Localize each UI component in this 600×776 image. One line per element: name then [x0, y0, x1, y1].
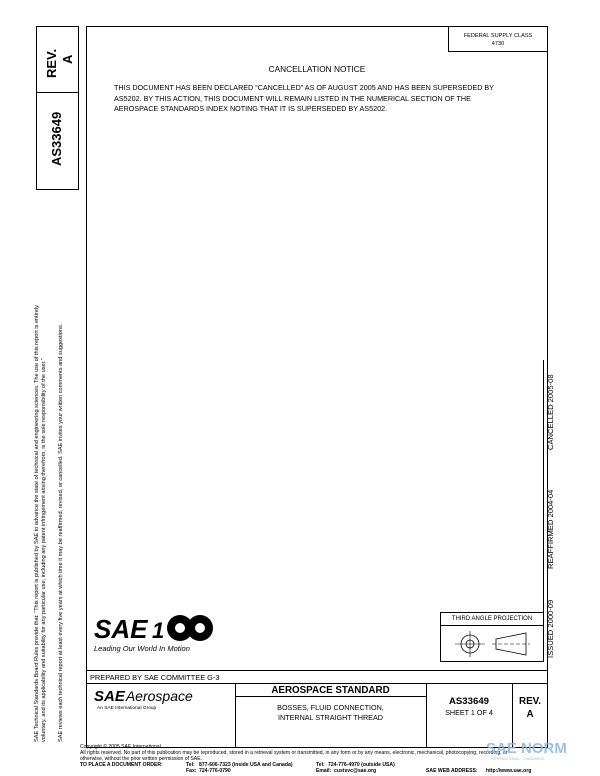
svg-text:1: 1: [152, 618, 165, 643]
sae-aerospace-brand: SAE: [94, 688, 125, 705]
order-label: TO PLACE A DOCUMENT ORDER:: [80, 762, 163, 768]
web-address[interactable]: http://www.sae.org: [486, 768, 532, 774]
description-line1: BOSSES, FLUID CONNECTION,: [277, 703, 384, 712]
third-angle-projection-icon: [452, 628, 536, 660]
notice-title: CANCELLATION NOTICE: [268, 64, 366, 74]
sae-aerospace-logo: [94, 688, 193, 706]
logo-tagline: Leading Our World In Motion: [94, 644, 190, 653]
watermark-sub: INTERNATIONAL · STANDARDS: [491, 757, 545, 761]
projection-label: THIRD ANGLE PROJECTION: [451, 616, 533, 622]
copyright-line1: Copyright © 2005 SAE International: [80, 744, 161, 750]
footer-rev-label: REV.: [519, 696, 541, 707]
footer-doc-number: AS33649: [448, 696, 489, 707]
tel2: 724-776-4970 (outside USA): [328, 762, 395, 768]
side-note-line-1: SAE Technical Standards Board Rules provide that: “This report is published by SAE to advance the state of technical and engineering sciences. The use of this report is entirely: [34, 305, 40, 742]
side-note-line-2: voluntary, and its applicability and suitability for any particular use, including any patent infringement arising therefrom, is the sole responsibility of the user.”: [41, 358, 47, 742]
history-reaffirmed: REAFFIRMED 2004-04: [546, 489, 555, 569]
email[interactable]: custsvc@sae.org: [334, 768, 377, 774]
watermark-brand: SAE NORM: [486, 740, 567, 757]
web-label: SAE WEB ADDRESS:: [426, 768, 478, 774]
tel1: 877-606-7323 (inside USA and Canada): [199, 762, 293, 768]
standard-title: AEROSPACE STANDARD: [271, 685, 390, 696]
sae-aerospace-sub: An SAE International Group: [97, 706, 157, 711]
fsc-box: [448, 26, 548, 52]
footer-sheet: SHEET 1 OF 4: [445, 708, 493, 717]
description-line2: INTERNAL STRAIGHT THREAD: [278, 713, 383, 722]
fsc-line2: 4730: [491, 41, 505, 47]
history-issued: ISSUED 2000-09: [546, 599, 555, 658]
fax-label: Fax:: [186, 768, 197, 774]
side-note-line-4: SAE reviews each technical report at least every five years at which time it may be reaffirmed, revised, or cancelled. SAE invites your written comments and suggestions.: [58, 323, 64, 742]
left-doc-number: AS33649: [49, 111, 64, 166]
sae100-logo: [94, 612, 214, 644]
left-title-divider: [36, 92, 79, 93]
sae-aerospace-word: Aerospace: [125, 688, 193, 704]
left-rev-label: REV.: [44, 48, 59, 78]
prepared-by-rule: [86, 670, 548, 671]
history-cancelled: CANCELLED 2005-08: [546, 374, 555, 450]
prepared-by: PREPARED BY SAE COMMITTEE G-3: [90, 673, 220, 682]
email-label: Email:: [316, 768, 332, 774]
notice-line-1: THIS DOCUMENT HAS BEEN DECLARED “CANCELLED” AS OF AUGUST 2005 AND HAS BEEN SUPERSEDED BY: [114, 83, 494, 92]
left-rev-value: A: [60, 54, 75, 64]
projection-divider: [440, 625, 544, 626]
fsc-line1: FEDERAL SUPPLY CLASS: [463, 33, 533, 39]
footer-subrule: [235, 696, 426, 697]
tel-label: Tel:: [186, 762, 195, 768]
tel2-label: Tel:: [316, 762, 325, 768]
footer-rev-value: A: [526, 709, 534, 720]
notice-line-2: AS5202. BY THIS ACTION, THIS DOCUMENT WILL REMAIN LISTED IN THE NUMERICAL SECTION OF THE: [114, 94, 471, 103]
title-block-rule: [86, 683, 548, 684]
copyright-line2: All rights reserved. No part of this publication may be reproduced, stored in a retrieval system or transmitted, in any form or by any means, electronic, mechanical, photocopying, recording, or: [80, 750, 508, 756]
sae100-logo-mark: SAE: [94, 614, 148, 644]
notice-line-3: AEROSPACE STANDARDS INDEX NOTING THAT IT IS SUPERSEDED BY AS5202.: [114, 104, 388, 113]
fax: 724-776-0790: [199, 768, 231, 774]
copyright-line3: otherwise, without the prior written permission of SAE.: [80, 756, 203, 762]
